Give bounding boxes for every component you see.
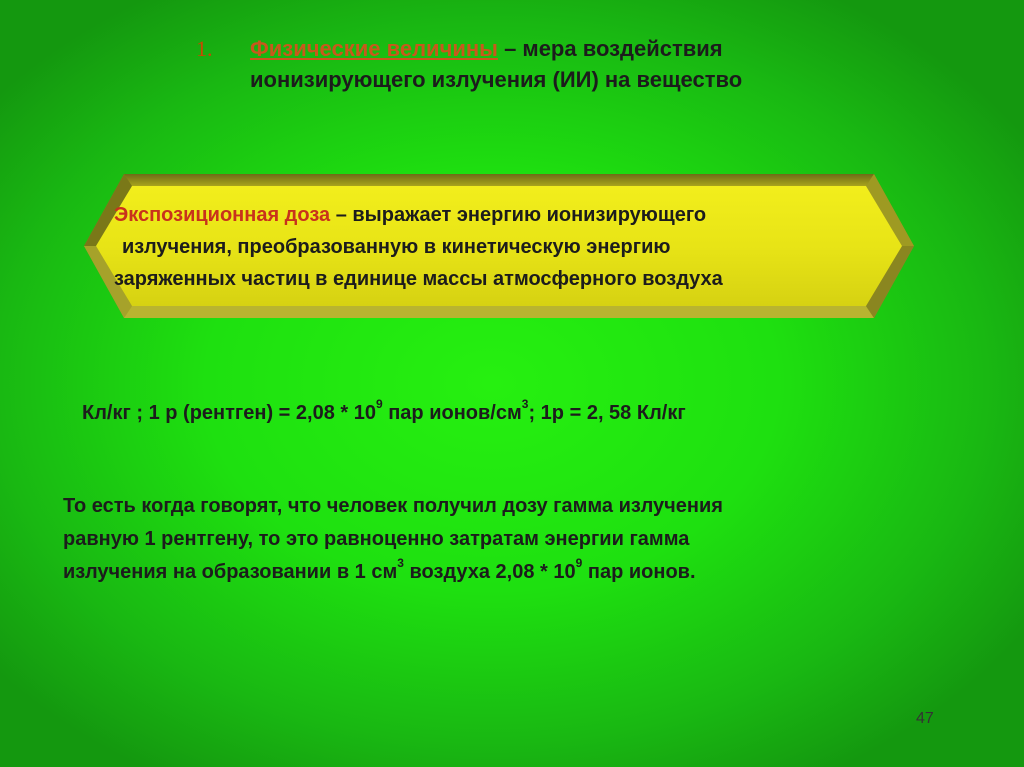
- paragraph-exponent-2: 9: [575, 556, 583, 571]
- units-part-2: пар ионов/см: [382, 402, 522, 424]
- paragraph-line-3-b: воздуха 2,08 * 10: [403, 561, 576, 583]
- paragraph-exponent-1: 3: [397, 556, 404, 571]
- heading-line-2: ионизирующего излучения (ИИ) на вещество: [250, 67, 743, 92]
- units-exponent-1: 9: [375, 397, 383, 412]
- definition-line-3: заряженных частиц в единице массы атмосферного воздуха: [114, 268, 723, 290]
- banner-text: [84, 174, 914, 318]
- definition-line-1-rest: – выражает энергию ионизирующего: [330, 204, 707, 226]
- units-exponent-2: 3: [521, 397, 529, 412]
- heading-line-1: [250, 33, 723, 64]
- explanation-paragraph: [63, 490, 943, 589]
- paragraph-line-1: То есть когда говорят, что человек получил дозу гамма излучения: [63, 495, 723, 517]
- page-number: 47: [916, 710, 934, 727]
- heading-number: 1.: [196, 36, 213, 61]
- paragraph-line-3-c: пар ионов.: [582, 561, 696, 583]
- heading-term: Физические величины: [250, 36, 498, 61]
- paragraph-line-2: равную 1 рентгену, то это равноценно затратам энергии гамма: [63, 528, 690, 550]
- definition-line-1: [114, 199, 706, 231]
- units-formula: [82, 398, 686, 428]
- definition-term: Экспозиционная доза: [114, 204, 331, 226]
- definition-line-2: излучения, преобразованную в кинетическую энергию: [122, 236, 671, 258]
- definition-banner: [84, 174, 914, 318]
- paragraph-line-3: [63, 556, 943, 589]
- paragraph-line-3-a: излучения на образовании в 1 см: [63, 561, 398, 583]
- units-part-3: ; 1р = 2, 58 Кл/кг: [528, 402, 686, 424]
- units-part-1: Кл/кг ; 1 р (рентген) = 2,08 * 10: [82, 402, 376, 424]
- heading-line-1-rest: – мера воздействия: [497, 36, 723, 61]
